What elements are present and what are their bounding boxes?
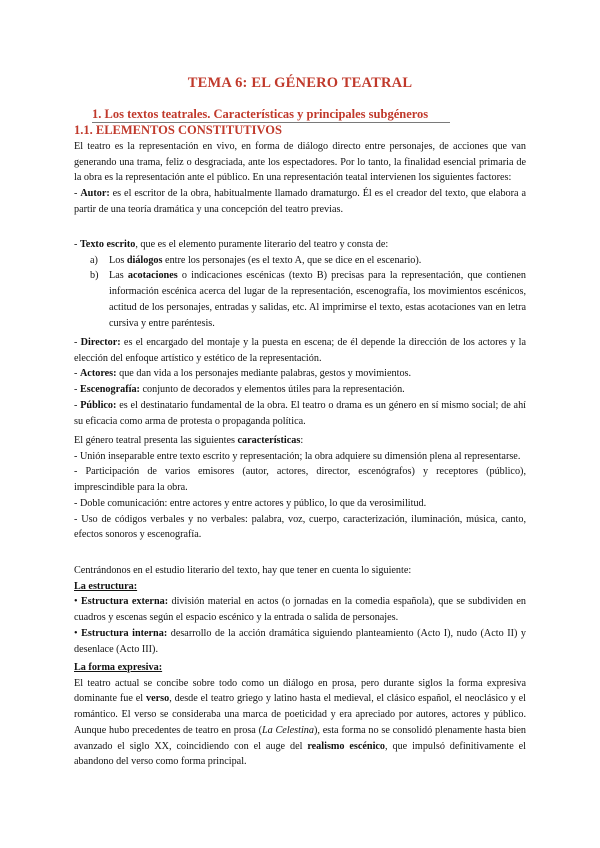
bold-text: características: [237, 435, 301, 446]
characteristic-item: - Doble comunicación: entre actores y entre actores y público, lo que da verosimilitud.: [74, 497, 427, 509]
italic-text: La Celestina: [261, 724, 314, 736]
intro-paragraph: El teatro es la representación en vivo, en forma de diálogo directo entre personajes, de acciones que van generando una trama, feliz o desgraciada, ante los espectadores. Por lo tanto, la finalidad esencial primaria de la obra es la representación ante el público. En una representación teatal intervienen los siguientes factores:: [74, 141, 526, 184]
factor-text: conjunto de decorados y elementos útiles para la representación.: [139, 384, 405, 396]
characteristic-item: - Uso de códigos verbales y no verbales: palabra, voz, cuerpo, caracterización, iluminación, música, canto, efectos sonoros y escenografía.: [74, 513, 526, 541]
structure-label: Estructura interna:: [81, 627, 168, 639]
structure-internal: [74, 626, 526, 657]
sub-text: o indicaciones escénicas (texto B) precisas para la representación, que contienen información escénica acerca del lugar de la representación, escenografía, los movimientos escénicos, actitud de los personajes, entradas y salidas, etc. Al imprimirse el texto, estas acotaciones van en letra cursiva y entre paréntesis.: [109, 270, 526, 329]
bullet: •: [74, 596, 81, 608]
factor-label: Autor:: [80, 188, 110, 200]
centrandonos-paragraph: Centrándonos en el estudio literario del texto, hay que tener en cuenta lo siguiente:: [74, 565, 412, 576]
characteristic-item: - Unión inseparable entre texto escrito y representación; la obra adquiere su dimensión plena al representarse.: [74, 450, 521, 462]
sub-bold: acotaciones: [127, 270, 178, 282]
texto-block: [74, 237, 526, 331]
factor-label: Actores:: [79, 368, 117, 380]
structure-heading: [74, 579, 526, 595]
text: El género teatral presenta las siguientes: [74, 435, 238, 446]
underlined-heading: La forma expresiva:: [74, 662, 163, 673]
expressive-form-heading: [74, 660, 526, 676]
factor-director: [74, 335, 526, 366]
bold-text: realismo escénico: [307, 740, 386, 752]
characteristics-intro: [74, 433, 526, 449]
factor-publico: [74, 398, 526, 429]
document-title: TEMA 6: EL GÉNERO TEATRAL: [187, 75, 413, 91]
expressive-form-block: [74, 660, 526, 770]
factor-actores: [74, 366, 526, 382]
factor-text: , que es el elemento puramente literario del teatro y consta de:: [135, 239, 389, 250]
sub-item-a: [74, 253, 526, 269]
sub-text: Las: [109, 270, 128, 282]
dash: -: [74, 188, 81, 200]
dash: -: [74, 399, 81, 411]
text: ), esta forma no se consolidó plenamente hasta bien avanzado el siglo XX, coincidiendo con el auge del: [74, 724, 526, 752]
structure-text: desarrollo de la acción dramática siguiendo planteamiento (Acto I), nudo (Acto II) y desenlace (Acto III).: [74, 627, 526, 655]
dash: -: [74, 384, 80, 396]
factor-text: es el destinatario fundamental de la obra. El teatro o drama es un género en sí mismo social; de ahí su eficacia como arma de protesta o propaganda política.: [74, 399, 526, 427]
factor-escenografia: [74, 382, 526, 398]
structure-text: división material en actos (o jornadas en la comedia española), que se subdividen en cuadros y escenas según el espacio escénico y la entrada o salida de personajes.: [74, 596, 526, 624]
sub-text: Los: [109, 254, 127, 266]
bullet: •: [74, 627, 82, 639]
section-heading-1-1: 1.1. ELEMENTOS CONSTITUTIVOS: [74, 123, 282, 137]
characteristic-item: - Participación de varios emisores (autor, actores, director, escenógrafos) y receptores (público), imprescindible para la obra.: [74, 466, 526, 494]
text: El teatro actual se concibe sobre todo como un diálogo en prosa, pero durante siglos la forma expresiva dominante fue el: [74, 677, 526, 705]
factor-text: es el encargado del montaje y la puesta en escena; de él depende la dirección de los actores y la elección del enfoque artístico y estético de la representación.: [74, 337, 526, 364]
factor-label: Público:: [80, 399, 117, 411]
factors-block: [74, 335, 526, 429]
sub-marker: a): [90, 254, 98, 266]
text: , que impulsó definitivamente el abandono del verso como forma principal.: [74, 740, 526, 768]
underlined-heading: La estructura:: [74, 580, 138, 592]
factor-texto-escrito: [74, 237, 526, 253]
expressive-form-paragraph: [74, 676, 526, 770]
section-heading-1: [92, 107, 552, 122]
dash: -: [74, 239, 80, 250]
factor-label: Director:: [80, 337, 121, 348]
structure-block: [74, 563, 526, 657]
factor-text: es el escritor de la obra, habitualmente llamado dramaturgo. Él es el creador del texto, que elabora a partir de una teoría dramática y una concepción del teatro previas.: [74, 188, 526, 215]
sub-bold: diálogos: [126, 254, 163, 266]
text: :: [300, 435, 304, 446]
text: , desde el teatro griego y latino hasta el medieval, el clásico español, el neoclásico y el romántico. El verso se consideraba una marca de poeticidad y era apreciado por autores, actores y público. Aunque hubo precedentes de teatro en prosa (: [74, 693, 526, 736]
intro-block: [74, 139, 526, 218]
structure-external: [74, 594, 526, 625]
dash: -: [74, 337, 81, 348]
dash: -: [74, 368, 80, 380]
factor-text: que dan vida a los personajes mediante palabras, gestos y movimientos.: [116, 368, 412, 380]
section-heading-1-text: 1. Los textos teatrales. Características y principales subgéneros: [92, 107, 429, 121]
bold-text: verso: [145, 693, 170, 705]
sub-text: entre los personajes (es el texto A, que se dice en el escenario).: [162, 254, 422, 266]
sub-marker: b): [90, 270, 99, 282]
structure-label: Estructura externa:: [80, 596, 169, 608]
factor-label: Escenografía:: [79, 384, 140, 396]
factor-autor: [74, 186, 526, 217]
characteristics-block: [74, 433, 526, 543]
sub-item-b: [74, 268, 526, 331]
factor-label: Texto escrito: [79, 239, 136, 250]
